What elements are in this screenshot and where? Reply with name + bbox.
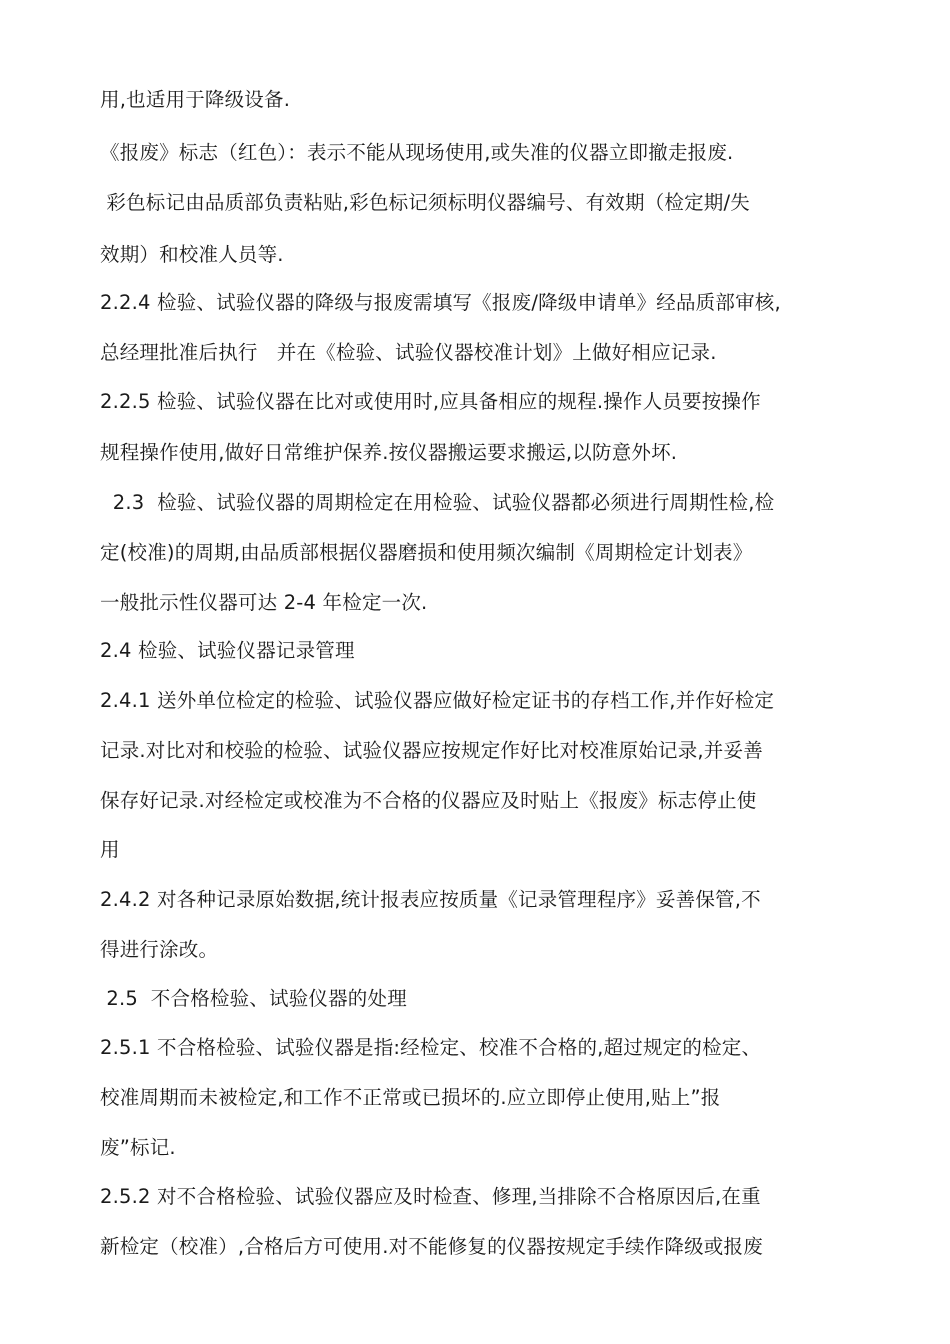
section-2-2-5-line-2: 规程操作使用,做好日常维护保养.按仪器搬运要求搬运,以防意外坏. — [100, 441, 678, 464]
section-2-4-1-line-2: 记录.对比对和校验的检验、试验仪器应按规定作好比对校准原始记录,并妥善 — [100, 739, 763, 762]
section-2-5-1-line-1: 2.5.1 不合格检验、试验仪器是指:经检定、校准不合格的,超过规定的检定、 — [100, 1036, 762, 1059]
section-heading-2-4: 2.4 检验、试验仪器记录管理 — [100, 639, 355, 662]
section-2-4-2-line-1: 2.4.2 对各种记录原始数据,统计报表应按质量《记录管理程序》妥善保管,不 — [100, 888, 761, 911]
section-2-5-2-line-2: 新检定（校准）,合格后方可使用.对不能修复的仪器按规定手续作降级或报废 — [100, 1235, 763, 1258]
text-line: 《报废》标志（红色）：表示不能从现场使用,或失准的仪器立即撤走报废. — [100, 141, 734, 164]
section-2-5-2-line-1: 2.5.2 对不合格检验、试验仪器应及时检查、修理,当排除不合格原因后,在重 — [100, 1185, 761, 1208]
section-2-4-1-line-3: 保存好记录.对经检定或校准为不合格的仪器应及时贴上《报废》标志停止使 — [100, 789, 757, 812]
section-2-2-5-line-1: 2.2.5 检验、试验仪器在比对或使用时,应具备相应的规程.操作人员要按操作 — [100, 390, 761, 413]
section-2-3-line-1: 2.3 检验、试验仪器的周期检定在用检验、试验仪器都必须进行周期性检,检 — [100, 491, 775, 514]
text-line: 用,也适用于降级设备. — [100, 88, 291, 111]
section-2-5-1-line-3: 废”标记. — [100, 1136, 176, 1159]
section-2-2-4-line-1: 2.2.4 检验、试验仪器的降级与报废需填写《报废/降级申请单》经品质部审核, — [100, 291, 781, 314]
section-2-5-1-line-2: 校准周期而未被检定,和工作不正常或已损坏的.应立即停止使用,贴上”报 — [100, 1086, 721, 1109]
section-2-2-4-line-2: 总经理批准后执行 并在《检验、试验仪器校准计划》上做好相应记录. — [100, 341, 717, 364]
text-line: 彩色标记由品质部负责粘贴,彩色标记须标明仪器编号、有效期（检定期/失 — [100, 191, 750, 214]
section-heading-2-5: 2.5 不合格检验、试验仪器的处理 — [100, 987, 407, 1010]
section-2-3-line-2: 定(校准)的周期,由品质部根据仪器磨损和使用频次编制《周期检定计划表》 — [100, 541, 753, 564]
section-2-4-2-line-2: 得进行涂改。 — [100, 938, 219, 961]
section-2-4-1-line-4: 用 — [100, 838, 120, 861]
section-2-3-line-3: 一般批示性仪器可达 2-4 年检定一次. — [100, 591, 428, 614]
text-line: 效期）和校准人员等. — [100, 243, 284, 266]
section-2-4-1-line-1: 2.4.1 送外单位检定的检验、试验仪器应做好检定证书的存档工作,并作好检定 — [100, 689, 775, 712]
